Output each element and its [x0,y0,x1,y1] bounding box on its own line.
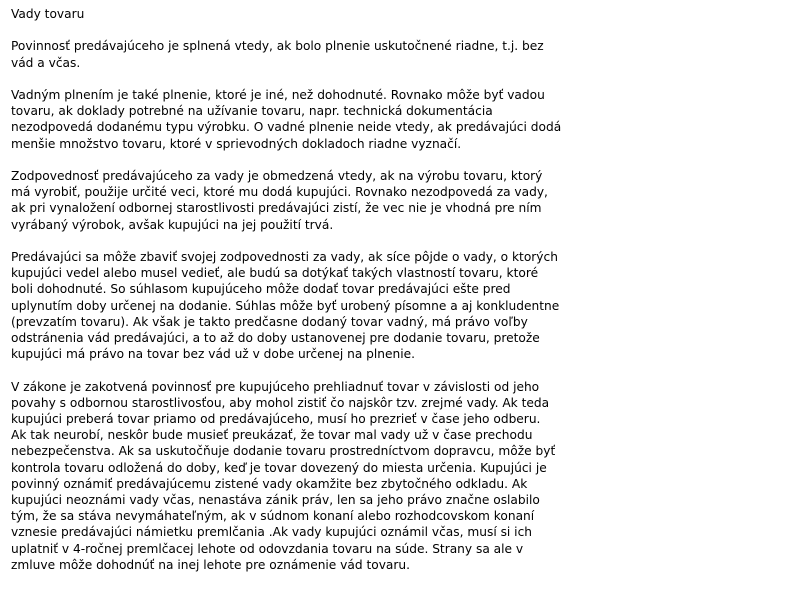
paragraph-line: Zodpovednosť predávajúceho za vady je obmedzená vtedy, ak na výrobu tovaru, ktorý [11,168,543,183]
paragraph-line: zmluve môže dohodnúť na inej lehote pre oznámenie vád tovaru. [11,557,410,572]
paragraph-4 [11,249,791,362]
paragraph-line: nezodpovedá dodanému typu výrobku. O vadné plnenie neide vtedy, ak predávajúci dodá [11,120,562,135]
paragraph-line: povinný oznámiť predávajúcemu zistené vady okamžite bez zbytočného odkladu. Ak [11,476,528,491]
paragraph-line: Vadným plnením je také plnenie, ktoré je iné, než dohodnuté. Rovnako môže byť vadou [11,87,545,102]
paragraph-line: menšie množstvo tovaru, ktoré v sprievodných dokladoch riadne vyznačí. [11,136,462,151]
paragraph-line: tovaru, ak doklady potrebné na užívanie tovaru, napr. technická dokumentácia [11,104,493,119]
paragraph-line: tým, že sa stáva nevymáhateľným, ak v súdnom konaní alebo rozhodcovskom konaní [11,509,535,524]
paragraph-line: uplatniť v 4-ročnej premlčacej lehote od odovzdania tovaru na súde. Strany sa ale v [11,541,524,556]
paragraph-3 [11,168,791,233]
paragraph-line: Predávajúci sa môže zbaviť svojej zodpovednosti za vady, ak síce pôjde o vady, o ktorých [11,249,558,264]
paragraph-line: ak pri vynaložení odbornej starostlivosti predávajúci zistí, že vec nie je vhodná pre ním [11,201,542,216]
paragraph-line: vyrábaný výrobok, avšak kupujúci na jej použití trvá. [11,217,334,232]
paragraph-line: kupujúci neoznámi vady včas, nenastáva zánik práv, len sa jeho právo značne oslabilo [11,493,540,508]
paragraph-line: vznesie predávajúci námietku premlčania .Ak vady kupujúci oznámil včas, musí si ich [11,525,532,540]
document-title: Vady tovaru [11,7,85,21]
document [11,6,791,589]
paragraph-line: kupujúci vedel alebo musel vedieť, ale budú sa dotýkať takých vlastností tovaru, ktoré [11,266,539,281]
paragraph-1 [11,38,791,70]
paragraph-line: kupujúci má právo na tovar bez vád už v dobe určenej na plnenie. [11,347,416,362]
paragraph-line: nebezpečenstva. Ak sa uskutočňuje dodanie tovaru prostredníctvom dopravcu, môže byť [11,444,556,459]
paragraph-line: kupujúci preberá tovar priamo od predávajúceho, musí ho prezrieť v čase jeho odberu. [11,412,541,426]
paragraph-line: uplynutím doby určenej na dodanie. Súhlas môže byť urobený písomne a aj konkludentne [11,298,560,313]
paragraph-line: povahy s odbornou starostlivosťou, aby mohol zistiť čo najskôr tzv. zrejmé vady. Ak teda [11,395,550,410]
paragraph-line: kontrola tovaru odložená do doby, keď je tovar dovezený do miesta určenia. Kupujúci je [11,460,547,475]
paragraph-line: (prevzatím tovaru). Ak však je takto predčasne dodaný tovar vadný, má právo voľby [11,314,528,329]
paragraph-line: vád a včas. [11,55,81,70]
paragraph-5 [11,379,791,573]
paragraph-line: má vyrobiť, použije určité veci, ktoré mu dodá kupujúci. Rovnako nezodpovedá za vady, [11,185,548,200]
paragraph-line: odstránenia vád predávajúci, a to až do doby ustanovenej pre dodanie tovaru, pretože [11,331,540,345]
paragraph-line: Povinnosť predávajúceho je splnená vtedy, ak bolo plnenie uskutočnené riadne, t.j. bez [11,39,544,54]
paragraph-2 [11,87,791,152]
paragraph-line: V zákone je zakotvená povinnosť pre kupujúceho prehliadnuť tovar v závislosti od jeho [11,379,540,394]
paragraph-line: boli dohodnuté. So súhlasom kupujúceho môže dodať tovar predávajúci ešte pred [11,282,511,297]
paragraph-line: Ak tak neurobí, neskôr bude musieť preukázať, že tovar mal vady už v čase prechodu [11,428,533,443]
